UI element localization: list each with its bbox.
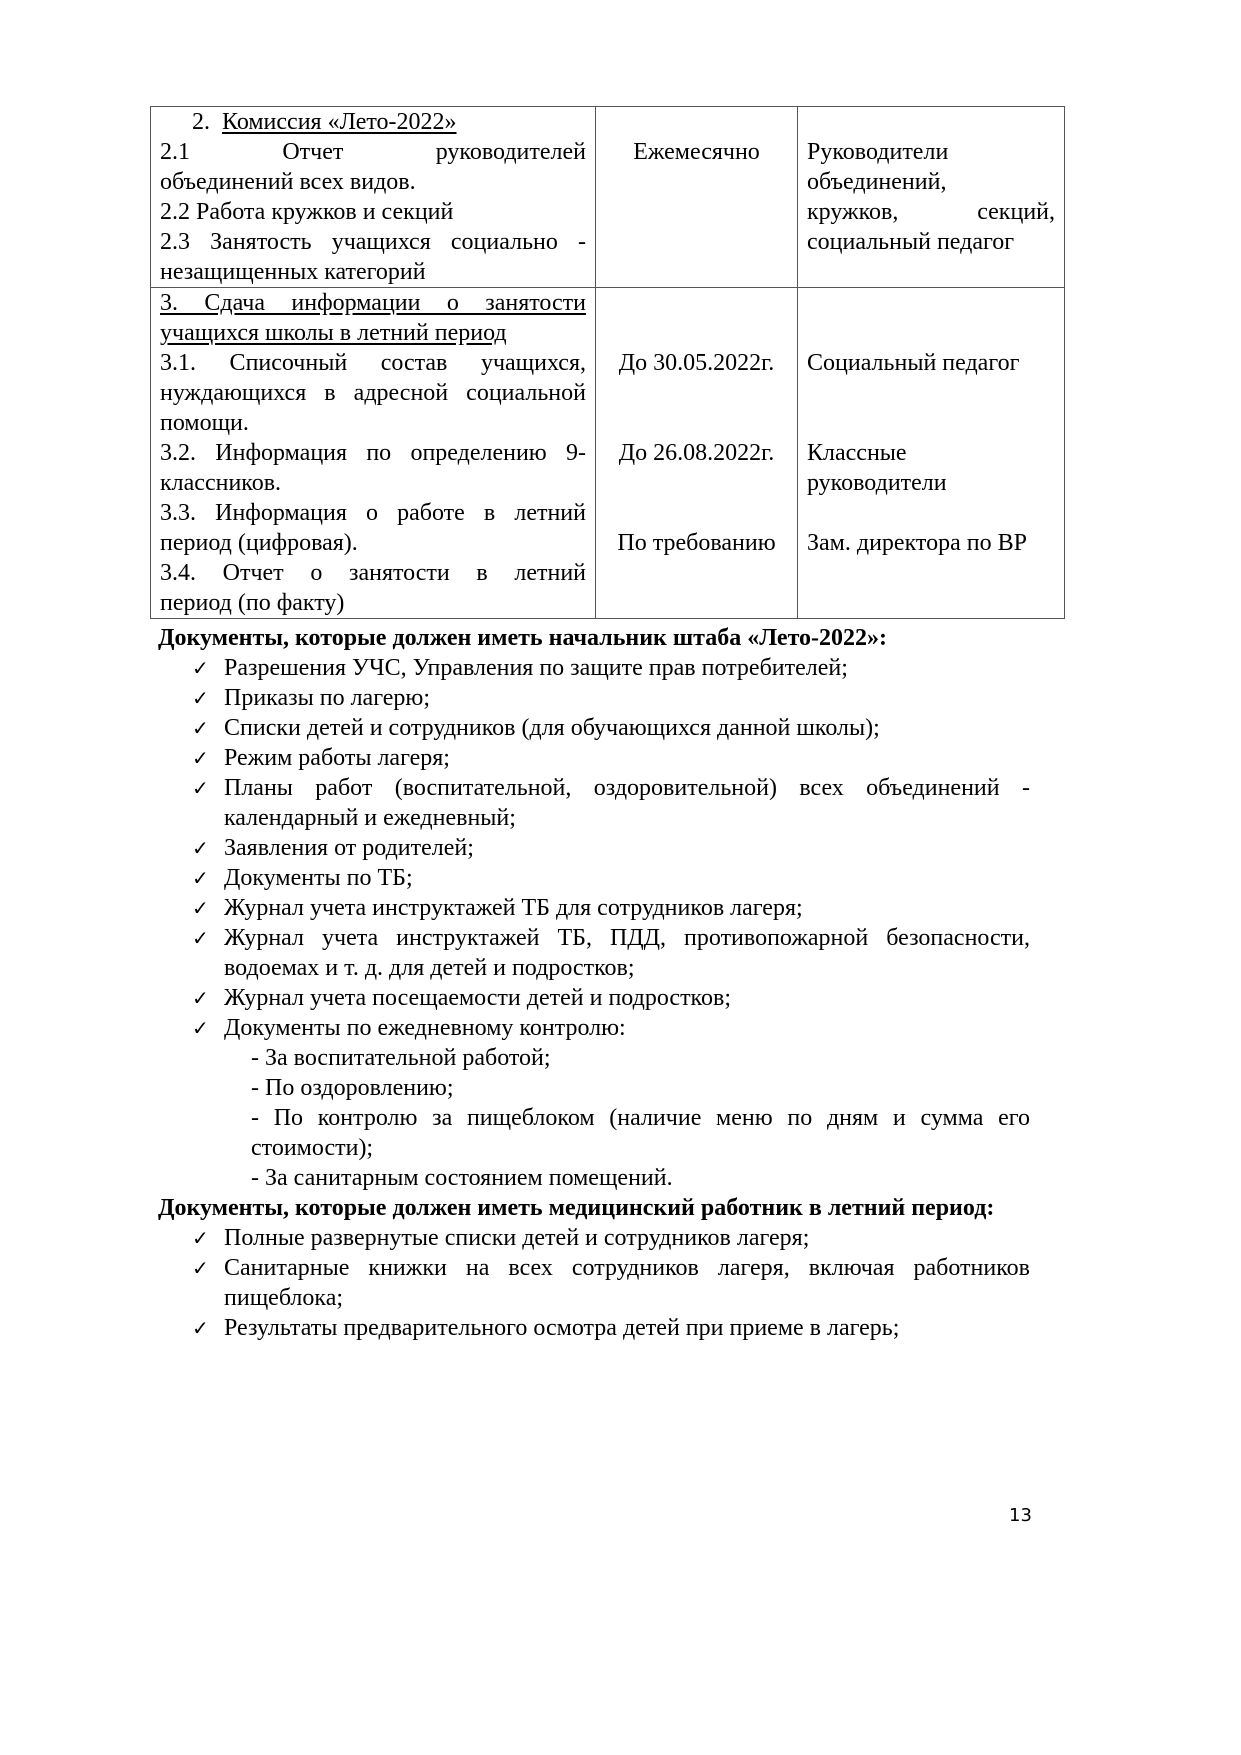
head-of-staff-docs [158,623,1030,1343]
list-item: ✓ Заявления от родителей; [192,835,474,861]
activity-line: 2.2 Работа кружков и секций [160,199,454,225]
check-icon: ✓ [192,896,209,920]
responsible-line: объединений, [807,169,947,195]
activity-line: нуждающихся в адресной социальной [160,380,586,406]
activity-line: 3.1. Списочный состав учащихся, [160,350,586,376]
activity-line: 2.3 Занятость учащихся социально - [160,229,586,255]
list-item: ✓ Планы работ (воспитательной, оздоровительной) всех объединений - календарный и ежедневный; [192,775,1030,831]
list-item: ✓ Режим работы лагеря; [192,745,450,771]
check-icon: ✓ [192,1016,209,1040]
check-icon: ✓ [192,866,209,890]
responsible-line: Зам. директора по ВР [807,530,1027,556]
table-row [151,288,1065,619]
check-icon: ✓ [192,1226,209,1250]
list-item: ✓ Санитарные книжки на всех сотрудников лагеря, включая работников пищеблока; [192,1255,1030,1311]
section-title: 3. Сдача информации о занятости [160,290,586,316]
list-item: ✓ Полные развернутые списки детей и сотрудников лагеря; [192,1225,810,1251]
activity-line: период (цифровая). [160,530,358,556]
deadline-cell [596,288,798,619]
table-row [151,107,1065,288]
list-item: ✓ Разрешения УЧС, Управления по защите прав потребителей; [192,655,848,681]
check-icon: ✓ [192,1256,209,1280]
checklist [158,653,1030,1043]
activity-line: помощи. [160,410,249,436]
check-icon: ✓ [192,776,209,800]
check-icon: ✓ [192,746,209,770]
list-item: ✓ Журнал учета инструктажей ТБ для сотрудников лагеря; [192,895,803,921]
list-item: ✓ Приказы по лагерю; [192,685,430,711]
check-icon: ✓ [192,656,209,680]
responsible-line: кружков, секций, [807,199,1055,225]
sub-item: - По оздоровлению; [251,1075,454,1101]
deadline-text: Ежемесячно [633,139,760,165]
deadline-text: До 26.08.2022г. [618,440,775,466]
check-icon: ✓ [192,686,209,710]
activity-cell [151,288,596,619]
list-item: ✓ Документы по ежедневному контролю: [192,1015,626,1041]
responsible-line: руководители [807,470,947,496]
section-heading: Документы, которые должен иметь начальник штаба «Лето-2022»: [158,625,888,651]
responsible-line: Социальный педагог [807,350,1020,376]
responsible-line: социальный педагог [807,229,1015,255]
section-heading: Документы, которые должен иметь медицинский работник в летний период: [158,1195,995,1221]
sub-item: - За санитарным состоянием помещений. [251,1165,673,1191]
deadline-text: До 30.05.2022г. [618,350,775,376]
check-icon: ✓ [192,1316,209,1340]
section-title: учащихся школы в летний период [160,320,507,346]
list-item: ✓ Результаты предварительного осмотра детей при приеме в лагерь; [192,1315,900,1341]
activity-cell [151,107,596,288]
activity-line: незащищенных категорий [160,259,426,285]
deadline-cell [596,107,798,288]
activity-line: классников. [160,470,282,496]
activity-line: 3.4. Отчет о занятости в летний [160,560,586,586]
responsible-line: Руководители [807,139,949,165]
activity-line: 2.1 Отчет руководителей [160,139,586,165]
page-number: 13 [1009,1505,1032,1526]
check-icon: ✓ [192,716,209,740]
list-item: ✓ Журнал учета посещаемости детей и подростков; [192,985,731,1011]
sub-item: - По контролю за пищеблоком (наличие меню по дням и сумма его стоимости); [251,1105,1030,1161]
deadline-text: По требованию [617,530,776,556]
list-item: ✓ Списки детей и сотрудников (для обучающихся данной школы); [192,715,880,741]
activity-line: объединений всех видов. [160,169,416,195]
responsible-cell [798,288,1065,619]
list-item: ✓ Журнал учета инструктажей ТБ, ПДД, противопожарной безопасности, водоемах и т. д. для детей и подростков; [192,925,1030,981]
section-title: Комиссия «Лето-2022» [222,109,457,135]
activity-line: 3.2. Информация по определению 9- [160,440,586,466]
activity-line: период (по факту) [160,590,345,616]
list-item: ✓ Документы по ТБ; [192,865,413,891]
check-icon: ✓ [192,836,209,860]
plan-table [150,106,1065,619]
responsible-line: Классные [807,440,907,466]
activity-line: 3.3. Информация о работе в летний [160,500,586,526]
checklist [158,1223,1030,1343]
check-icon: ✓ [192,986,209,1010]
responsible-cell [798,107,1065,288]
check-icon: ✓ [192,926,209,950]
sub-item: - За воспитательной работой; [251,1045,551,1071]
section-heading: 2. Комиссия «Лето-2022» [192,109,457,135]
